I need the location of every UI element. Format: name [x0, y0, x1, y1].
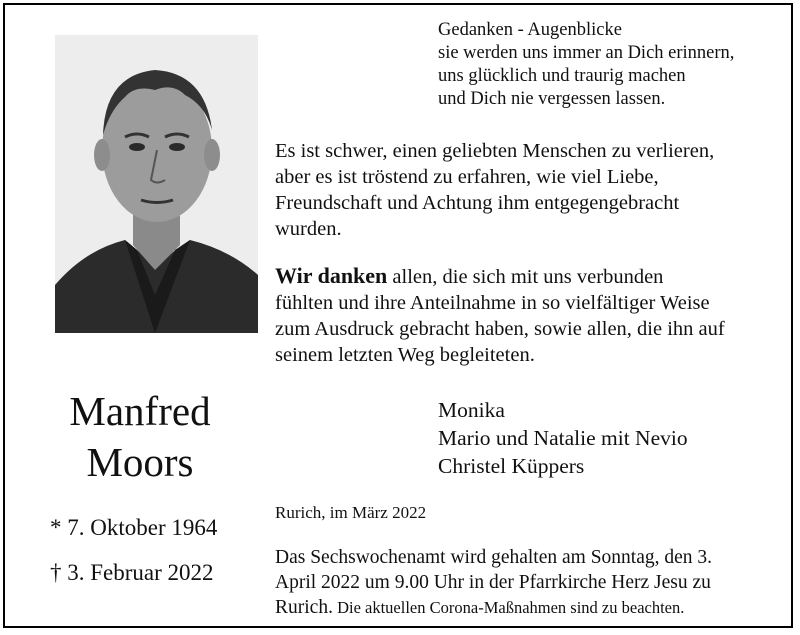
- paragraph-line: [275, 263, 775, 290]
- birth-date: * 7. Oktober 1964: [50, 515, 218, 540]
- paragraph-line: seinem letzten Weg begleiteten.: [275, 344, 535, 366]
- notice-line: Das Sechswochenamt wird gehalten am Sonntag, den 3.: [275, 547, 713, 568]
- poem-line: sie werden uns immer an Dich erinnern,: [438, 43, 735, 63]
- poem-line: uns glücklich und traurig machen: [438, 66, 686, 86]
- notice-line: [275, 595, 775, 620]
- signatory: Christel Küppers: [438, 454, 585, 478]
- poem: [438, 19, 734, 111]
- signatories: [438, 396, 688, 480]
- notice-place: Rurich.: [275, 597, 333, 618]
- portrait-photo: [55, 35, 258, 333]
- paragraph-line: fühlten und ihre Anteilnahme in so vielfältiger Weise: [275, 292, 710, 314]
- place-date: Rurich, im März 2022: [275, 503, 427, 522]
- service-notice: [275, 545, 775, 620]
- condolence-paragraph: [275, 138, 775, 242]
- portrait-icon: [55, 35, 258, 333]
- paragraph-line: wurden.: [275, 218, 342, 240]
- death-date: † 3. Februar 2022: [50, 560, 214, 585]
- paragraph-line: aber es ist tröstend zu erfahren, wie viel Liebe,: [275, 166, 659, 188]
- paragraph-line: Freundschaft und Achtung ihm entgegengebracht: [275, 192, 680, 214]
- last-name: Moors: [86, 439, 194, 485]
- signatory: Monika: [438, 398, 505, 422]
- thanks-paragraph: [275, 263, 775, 368]
- signatory: Mario und Natalie mit Nevio: [438, 426, 688, 450]
- thanks-lead: Wir danken: [275, 263, 388, 288]
- poem-line: Gedanken - Augenblicke: [438, 20, 622, 40]
- obituary-card: [3, 3, 793, 628]
- paragraph-line: zum Ausdruck gebracht haben, sowie allen, die ihn auf: [275, 318, 725, 340]
- first-name: Manfred: [69, 388, 211, 434]
- paragraph-line: Es ist schwer, einen geliebten Menschen zu verlieren,: [275, 140, 715, 162]
- thanks-first-line: allen, die sich mit uns verbunden: [387, 266, 664, 288]
- poem-line: und Dich nie vergessen lassen.: [438, 89, 666, 109]
- notice-corona: Die aktuellen Corona-Maßnahmen sind zu beachten.: [332, 598, 685, 617]
- notice-line: April 2022 um 9.00 Uhr in der Pfarrkirche Herz Jesu zu: [275, 572, 711, 593]
